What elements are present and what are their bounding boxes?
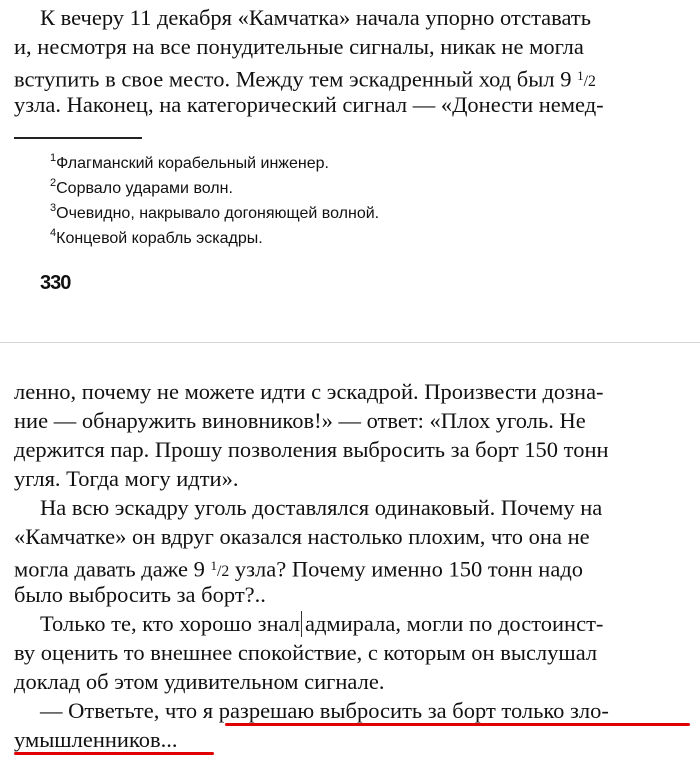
- page-number: 330: [40, 272, 71, 294]
- text-line: доклад об этом удивительном сигнале.: [14, 669, 385, 694]
- text-fragment: вступить в свое место. Между тем эскадренный ход был 9: [14, 66, 572, 92]
- text-fragment: адмирала, могли по достоинст-: [304, 611, 604, 636]
- text-fragment: узла? Почему именно 150 тонн надо: [234, 556, 584, 582]
- footnote-rule: [14, 137, 142, 139]
- text-line: умышленников...: [14, 727, 178, 752]
- footnote-mark: 2: [50, 176, 57, 189]
- text-line: — Ответьте, что я разрешаю выбросить за борт только зло-: [40, 698, 609, 723]
- text-line: ву оценить то внешнее спокойствие, с которым он выслушал: [14, 640, 598, 665]
- text-line: угля. Тогда могу идти».: [14, 466, 239, 491]
- text-line: На всю эскадру уголь доставлялся одинаковый. Почему на: [40, 495, 603, 520]
- text-fragment: Только те, кто хорошо знал: [40, 611, 300, 636]
- text-line: и, несмотря на все понудительные сигналы, никак не могла: [14, 34, 584, 59]
- fraction-slash: /: [583, 73, 589, 91]
- fraction-numerator: 1: [577, 68, 584, 83]
- footnote-text: Концевой корабль эскадры.: [56, 230, 263, 247]
- red-underline-annotation: [225, 723, 690, 726]
- footnote: [50, 151, 329, 174]
- footnote-mark: 1: [50, 151, 57, 164]
- footnote-text: Очевидно, накрывало догоняющей волной.: [56, 205, 380, 222]
- footnote-text: Флагманский корабельный инженер.: [56, 155, 329, 172]
- footnote: [50, 176, 233, 199]
- footnote: [50, 201, 380, 224]
- text-line: К вечеру 11 декабря «Камчатка» начала упорно отставать: [40, 5, 591, 30]
- footnote-mark: 4: [50, 226, 57, 239]
- text-line: ние — обнаружить виновников!» — ответ: «Плох уголь. Не: [14, 408, 586, 433]
- red-underline-annotation: [14, 752, 214, 755]
- text-line: держится пар. Прошу позволения выбросить за борт 150 тонн: [14, 437, 609, 462]
- fraction-denominator: 2: [588, 73, 596, 91]
- text-line: узла. Наконец, на категорический сигнал — «Донести немед-: [14, 92, 604, 117]
- fraction-slash: /: [217, 563, 222, 581]
- text-fragment: могла давать даже 9: [14, 556, 205, 582]
- footnote-text: Сорвало ударами волн.: [56, 180, 233, 197]
- text-cursor: [301, 611, 302, 637]
- footnote-mark: 3: [50, 201, 57, 214]
- fraction-numerator: 1: [210, 558, 218, 573]
- footnote: [50, 226, 263, 249]
- page-divider: [0, 342, 700, 343]
- text-line: [40, 610, 603, 638]
- text-line: ленно, почему не можете идти с эскадрой. Произвести дозна-: [14, 379, 604, 404]
- fraction: [577, 68, 596, 91]
- fraction-denominator: 2: [221, 563, 230, 581]
- text-line: «Камчатке» он вдруг оказался настолько плохим, что она не: [14, 524, 590, 549]
- text-line: было выбросить за борт?..: [14, 582, 266, 607]
- fraction: [210, 558, 230, 581]
